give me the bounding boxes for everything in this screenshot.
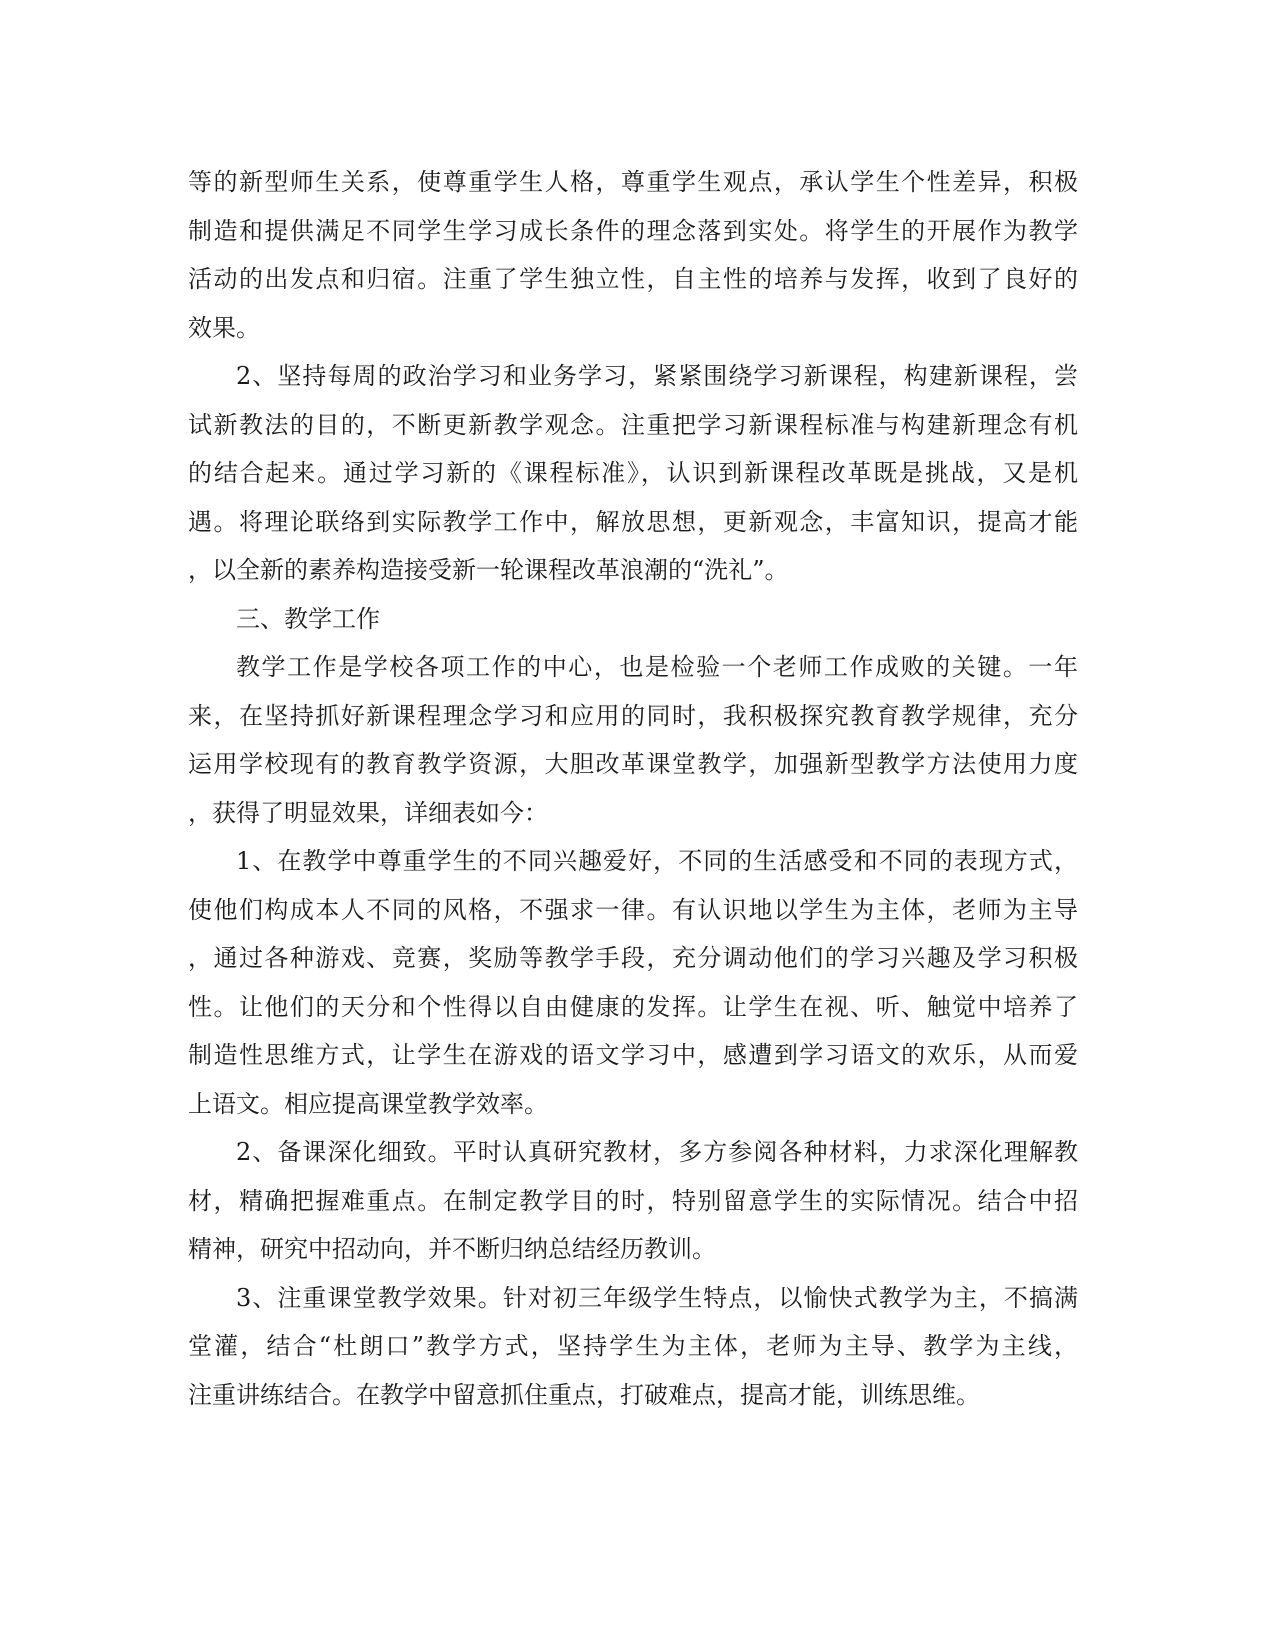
text-line: 材，精确把握难重点。在制定教学目的时，特别留意学生的实际情况。结合中招 <box>188 1186 1078 1215</box>
section-heading: 三、教学工作 <box>236 604 380 633</box>
text-line: ，通过各种游戏、竞赛，奖励等教学手段，充分调动他们的学习兴趣及学习积极 <box>188 944 1078 972</box>
text-line: 性。让他们的天分和个性得以自由健康的发挥。让学生在视、听、触觉中培养了 <box>188 992 1078 1021</box>
text-line: 堂灌，结合“杜朗口”教学方式，坚持学生为主体，老师为主导、教学为主线， <box>188 1332 1078 1360</box>
text-line: 试新教法的目的，不断更新教学观念。注重把学习新课程标准与构建新理念有机 <box>188 410 1078 439</box>
text-line: 使他们构成本人不同的风格，不强求一律。有认识地以学生为主体，老师为主导 <box>188 895 1078 924</box>
text-line: 制造性思维方式，让学生在游戏的语文学习中，感遭到学习语文的欢乐，从而爱 <box>188 1041 1078 1069</box>
text-line: 运用学校现有的教育教学资源，大胆改革课堂教学，加强新型教学方法使用力度 <box>188 750 1078 778</box>
text-line: 制造和提供满足不同学生学习成长条件的理念落到实处。将学生的开展作为教学 <box>188 216 1078 245</box>
text-line: ，以全新的素养构造接受新一轮课程改革浪潮的“洗礼”。 <box>188 556 789 584</box>
text-line: 3、注重课堂教学效果。针对初三年级学生特点，以愉快式教学为主，不搞满 <box>236 1283 1078 1312</box>
text-line: 来，在坚持抓好新课程理念学习和应用的同时，我积极探究教育教学规律，充分 <box>188 701 1078 730</box>
text-line: 遇。将理论联络到实际教学工作中，解放思想，更新观念，丰富知识，提高才能 <box>188 507 1078 536</box>
text-line: 上语文。相应提高课堂教学效率。 <box>188 1089 548 1118</box>
text-line: 2、备课深化细致。平时认真研究教材，多方参阅各种材料，力求深化理解教 <box>236 1138 1078 1166</box>
text-line: 注重讲练结合。在教学中留意抓住重点，打破难点，提高才能，训练思维。 <box>188 1380 980 1409</box>
text-line: 精神，研究中招动向，并不断归纳总结经历教训。 <box>188 1235 716 1263</box>
text-line: 的结合起来。通过学习新的《课程标准》，认识到新课程改革既是挑战，又是机 <box>188 459 1078 487</box>
text-line: 效果。 <box>188 313 260 342</box>
text-line: 教学工作是学校各项工作的中心，也是检验一个老师工作成败的关键。一年 <box>236 653 1078 681</box>
text-line: 2、坚持每周的政治学习和业务学习，紧紧围绕学习新课程，构建新课程，尝 <box>236 362 1078 390</box>
document-body <box>188 158 1078 1419</box>
text-line: 活动的出发点和归宿。注重了学生独立性，自主性的培养与发挥，收到了良好的 <box>188 265 1078 293</box>
text-line: ，获得了明显效果，详细表如今： <box>188 798 548 827</box>
text-line: 等的新型师生关系，使尊重学生人格，尊重学生观点，承认学生个性差异，积极 <box>188 168 1078 196</box>
text-line: 1、在教学中尊重学生的不同兴趣爱好，不同的生活感受和不同的表现方式， <box>236 847 1078 875</box>
